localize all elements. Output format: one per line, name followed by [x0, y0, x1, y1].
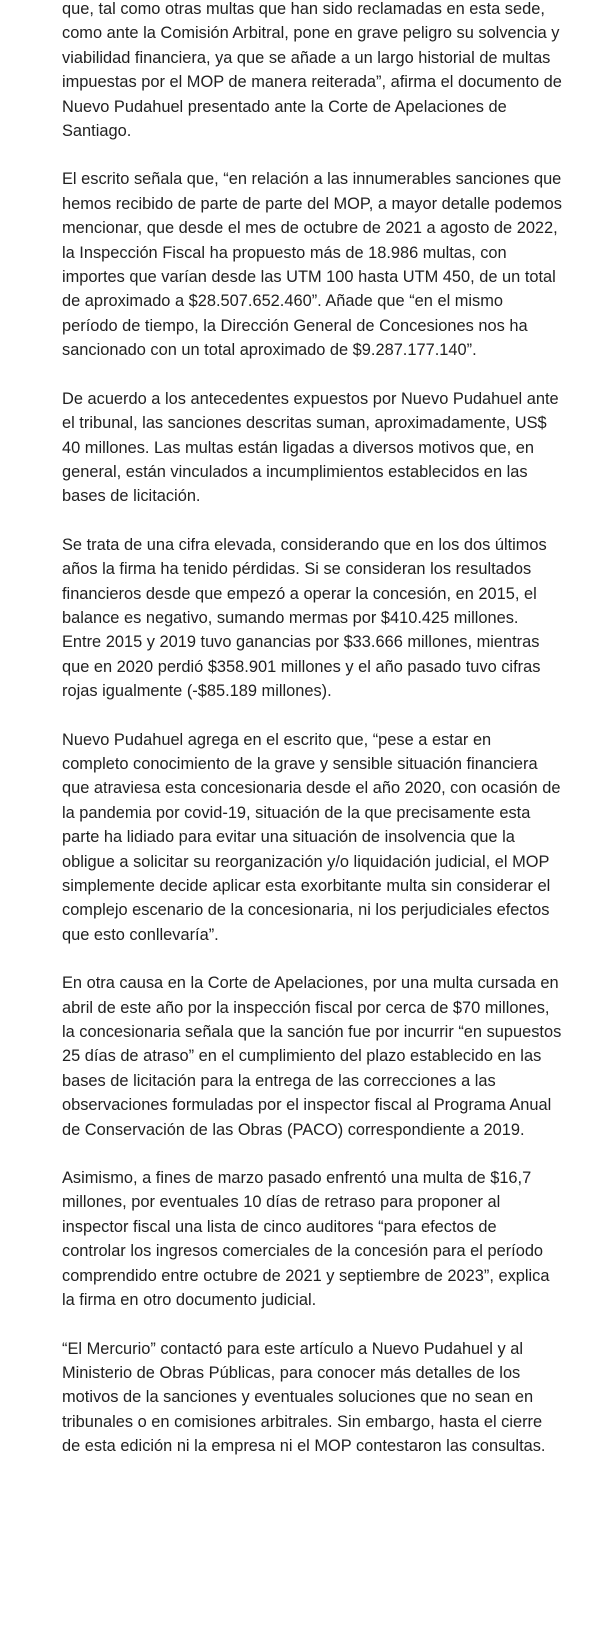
article-paragraph: De acuerdo a los antecedentes expuestos por Nuevo Pudahuel ante el tribunal, las sanciones descritas suman, aproximadamente, US$ 40 millones. Las multas están ligadas a diversos motivos que, en general, están vinculados a incumplimientos establecidos en las bases de licitación.	[62, 389, 559, 506]
article-paragraph: que, tal como otras multas que han sido reclamadas en esta sede, como ante la Comisión Arbitral, pone en grave peligro su solvencia y viabilidad financiera, ya que se añade a un largo historial de multas impuestas por el MOP de manera reiterada”, afirma el documento de Nuevo Pudahuel presentado ante la Corte de Apelaciones de Santiago.	[62, 0, 562, 141]
article-paragraph: El escrito señala que, “en relación a las innumerables sanciones que hemos recibido de parte de parte del MOP, a mayor detalle podemos mencionar, que desde el mes de octubre de 2021 a agosto de 2022, la Inspección Fiscal ha propuesto más de 18.986 multas, con importes que varían desde las UTM 100 hasta UTM 450, de un total de aproximado a $28.507.652.460”. Añade que “en el mismo período de tiempo, la Dirección General de Concesiones nos ha sancionado con un total aproximado de $9.287.177.140”.	[62, 170, 562, 360]
article-paragraph: Se trata de una cifra elevada, considerando que en los dos últimos años la firma ha tenido pérdidas. Si se consideran los resultados financieros desde que empezó a operar la concesión, en 2015, el balance es negativo, sumando mermas por $410.425 millones. Entre 2015 y 2019 tuvo ganancias por $33.666 millones, mientras que en 2020 perdió $358.901 millones y el año pasado tuvo cifras rojas igualmente (-$85.189 millones).	[62, 535, 547, 701]
article-body	[62, 0, 562, 1483]
article-paragraph: “El Mercurio” contactó para este artículo a Nuevo Pudahuel y al Ministerio de Obras Públicas, para conocer más detalles de los motivos de la sanciones y eventuales soluciones que no sean en tribunales o en comisiones arbitrales. Sin embargo, hasta el cierre de esta edición ni la empresa ni el MOP contestaron las consultas.	[62, 1339, 546, 1456]
article-paragraph: En otra causa en la Corte de Apelaciones, por una multa cursada en abril de este año por la inspección fiscal por cerca de $70 millones, la concesionaria señala que la sanción fue por incurrir “en supuestos 25 días de atraso” en el cumplimiento del plazo establecido en las bases de licitación para la entrega de las correcciones a las observaciones formuladas por el inspector fiscal al Programa Anual de Conservación de las Obras (PACO) correspondiente a 2019.	[62, 974, 562, 1139]
article-paragraph: Nuevo Pudahuel agrega en el escrito que, “pese a estar en completo conocimiento de la grave y sensible situación financiera que atraviesa esta concesionaria desde el año 2020, con ocasión de la pandemia por covid-19, situación de la que precisamente esta parte ha lidiado para evitar una situación de insolvencia que la obligue a solicitar su reorganización y/o liquidación judicial, el MOP simplemente decide aplicar esta exorbitante multa sin considerar el complejo escenario de la concesionaria, ni los perjudiciales efectos que esto conllevaría”.	[62, 730, 561, 944]
article-paragraph: Asimismo, a fines de marzo pasado enfrentó una multa de $16,7 millones, por eventuales 10 días de retraso para proponer al inspector fiscal una lista de cinco auditores “para efectos de controlar los ingresos comerciales de la concesión para el período comprendido entre octubre de 2021 y septiembre de 2023”, explica la firma en otro documento judicial.	[62, 1169, 550, 1310]
